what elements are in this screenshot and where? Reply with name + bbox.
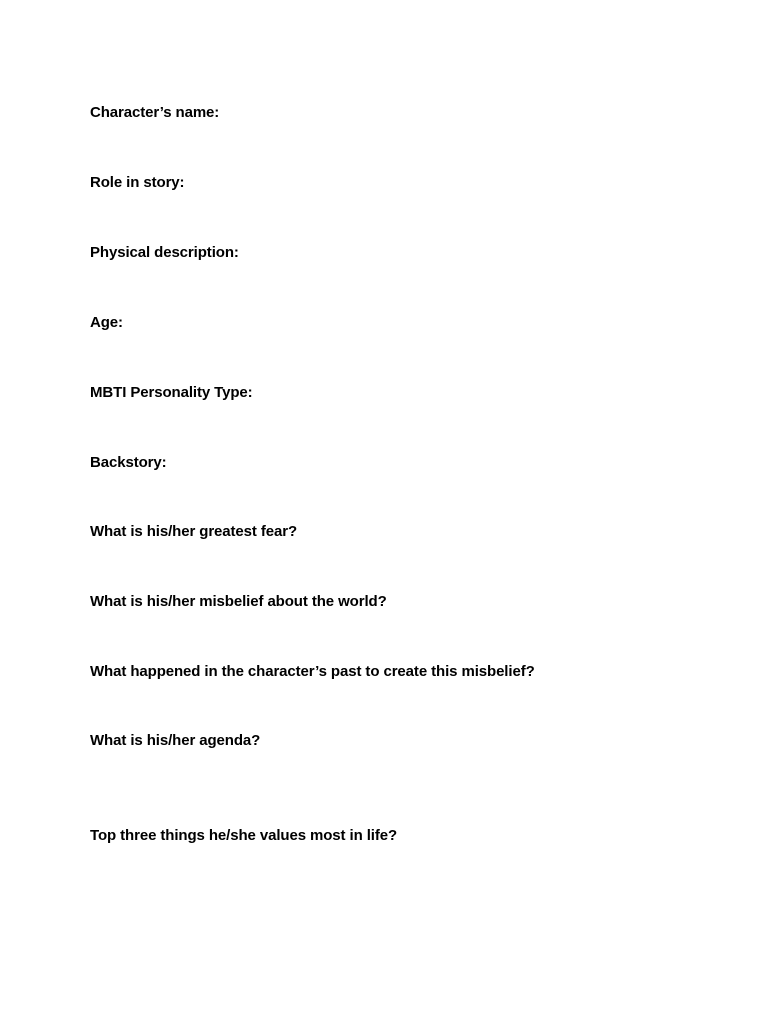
field-label-greatest-fear: What is his/her greatest fear? [90,523,298,540]
field-label-physical-description: Physical description: [90,244,239,261]
field-label-age: Age: [90,314,123,331]
field-label-misbelief-origin: What happened in the character’s past to create this misbelief? [90,663,535,680]
field-label-character-name: Character’s name: [90,104,220,121]
field-label-mbti-type: MBTI Personality Type: [90,384,253,401]
field-label-role-in-story: Role in story: [90,174,185,191]
field-label-misbelief: What is his/her misbelief about the world? [90,593,387,610]
field-label-top-values: Top three things he/she values most in life? [90,827,398,844]
field-label-agenda: What is his/her agenda? [90,732,261,749]
field-label-backstory: Backstory: [90,454,167,471]
